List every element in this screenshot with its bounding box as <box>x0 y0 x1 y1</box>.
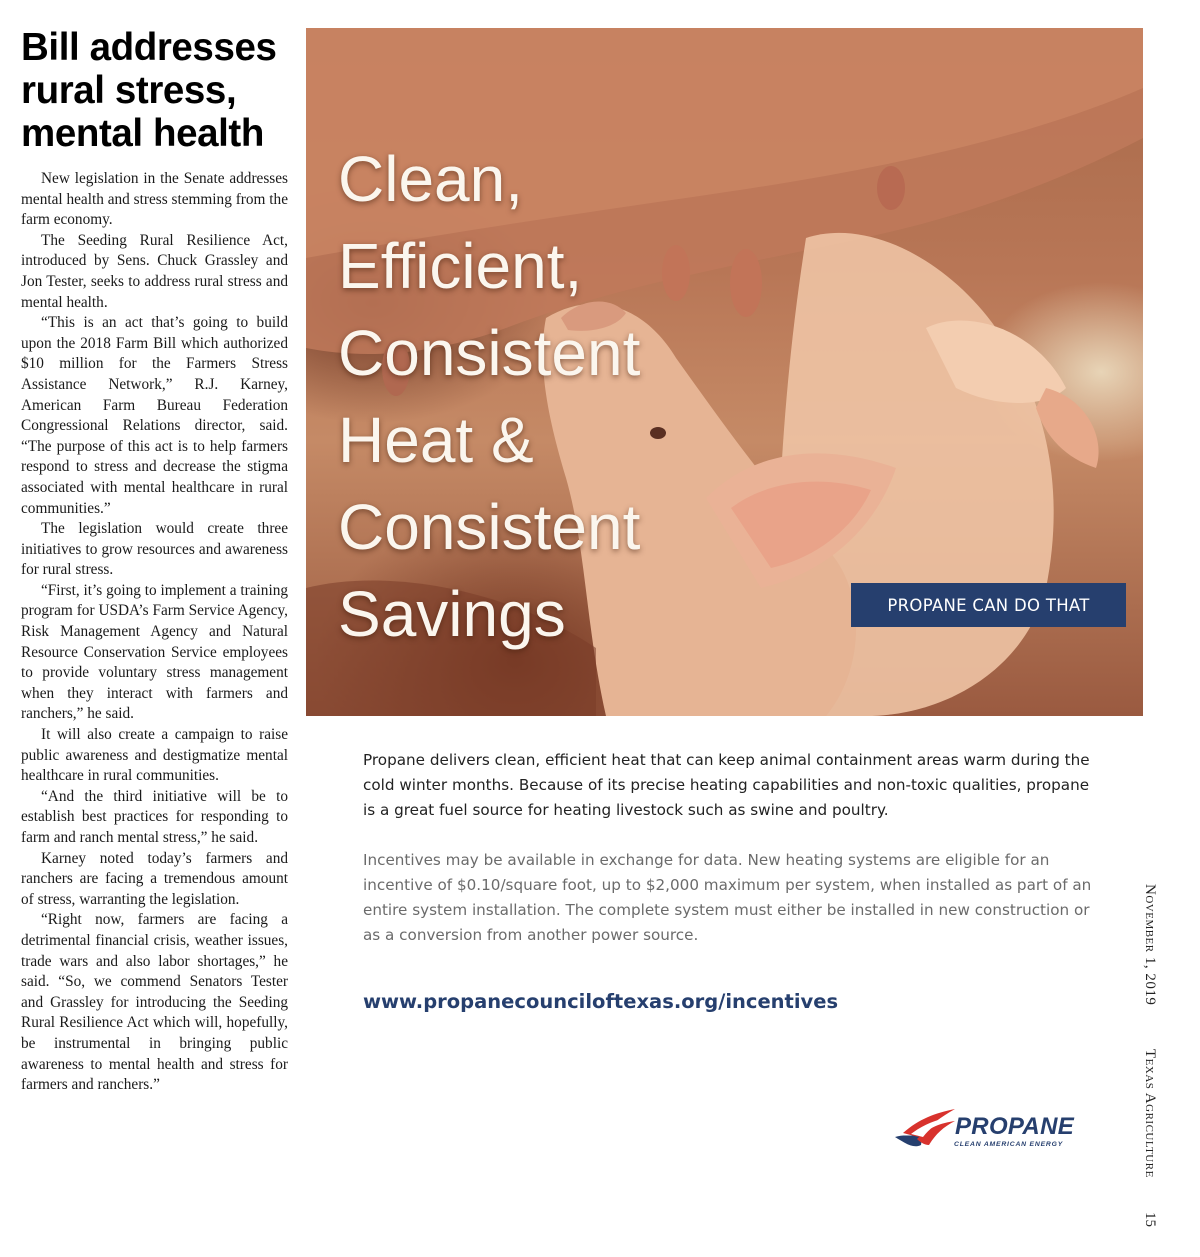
issue-date: November 1, 2019 <box>1142 884 1158 1006</box>
article-headline: Bill addresses rural stress, mental health <box>21 26 277 155</box>
ad-headline-line: Heat & <box>338 404 534 476</box>
article-paragraph: The Seeding Rural Resilience Act, introduced by Sens. Chuck Grassley and Jon Tester, seeks to address rural stress and mental health. <box>21 231 288 311</box>
page-number: 15 <box>1142 1212 1158 1227</box>
article-paragraph: “First, it’s going to implement a training program for USDA’s Farm Service Agency, Risk Management Agency and Natural Resource Conservation Service employees to provide voluntary stress management when they interact with farmers and ranchers,” he said. <box>21 581 288 723</box>
ad-headline-line: Consistent <box>338 491 641 563</box>
publication-name: Texas Agriculture <box>1142 1049 1158 1178</box>
ad-photo-piglets <box>306 28 1143 716</box>
article-paragraph: “And the third initiative will be to establish best practices for responding to farm and ranch mental stress,” he said. <box>21 787 288 846</box>
incentives-link[interactable]: www.propanecounciloftexas.org/incentives <box>363 990 839 1013</box>
ad-body-paragraph: Propane delivers clean, efficient heat that can keep animal containment areas warm during the cold winter months. Because of its precise heating capabilities and non-toxic qualities, propane is a great fuel source for heating livestock such as swine and poultry. <box>363 751 1090 819</box>
article-paragraph: New legislation in the Senate addresses mental health and stress stemming from the farm economy. <box>21 170 288 229</box>
article-body <box>21 169 288 1096</box>
ad-headline <box>338 136 640 658</box>
article-paragraph: “Right now, farmers are facing a detrimental financial crisis, weather issues, trade wars and also labor shortages,” he said. “So, we commend Senators Tester and Grassley for introducing the Seeding Rural Resilience Act which will, hopefully, be instrumental in bringing public awareness to mental health and stress for farmers and ranchers.” <box>21 911 288 1094</box>
flag-flame-icon <box>893 1103 957 1153</box>
ad-incentive-paragraph: Incentives may be available in exchange for data. New heating systems are eligible for an incentive of $0.10/square foot, up to $2,000 maximum per system, when installed as part of an entire system installation. The complete system must either be installed in new construction or as a conversion from another power source. <box>363 851 1092 944</box>
propane-logo <box>893 1103 1093 1153</box>
ad-headline-line: Efficient, <box>338 230 583 302</box>
article-paragraph: It will also create a campaign to raise public awareness and destigmatize mental healthcare in rural communities. <box>21 726 288 785</box>
ad-headline-line: Clean, <box>338 143 523 215</box>
article-paragraph: The legislation would create three initiatives to grow resources and awareness for rural stress. <box>21 520 288 579</box>
ad-headline-line: Consistent <box>338 317 641 389</box>
article-paragraph: Karney noted today’s farmers and ranchers are facing a tremendous amount of stress, warranting the legislation. <box>21 849 288 908</box>
propane-cta-button[interactable]: PROPANE CAN DO THAT <box>851 583 1126 627</box>
article-paragraph: “This is an act that’s going to build upon the 2018 Farm Bill which authorized $10 million for the Farmers Stress Assistance Network,” R.J. Karney, American Farm Bureau Federation Congressional Relations director, said. “The purpose of this act is to help farmers respond to stress and decrease the stigma associated with mental healthcare in rural communities.” <box>21 314 288 517</box>
logo-wordmark: PROPANE <box>955 1113 1075 1140</box>
logo-tagline: CLEAN AMERICAN ENERGY <box>954 1141 1064 1148</box>
ad-headline-line: Savings <box>338 578 566 650</box>
news-article <box>21 26 288 1096</box>
